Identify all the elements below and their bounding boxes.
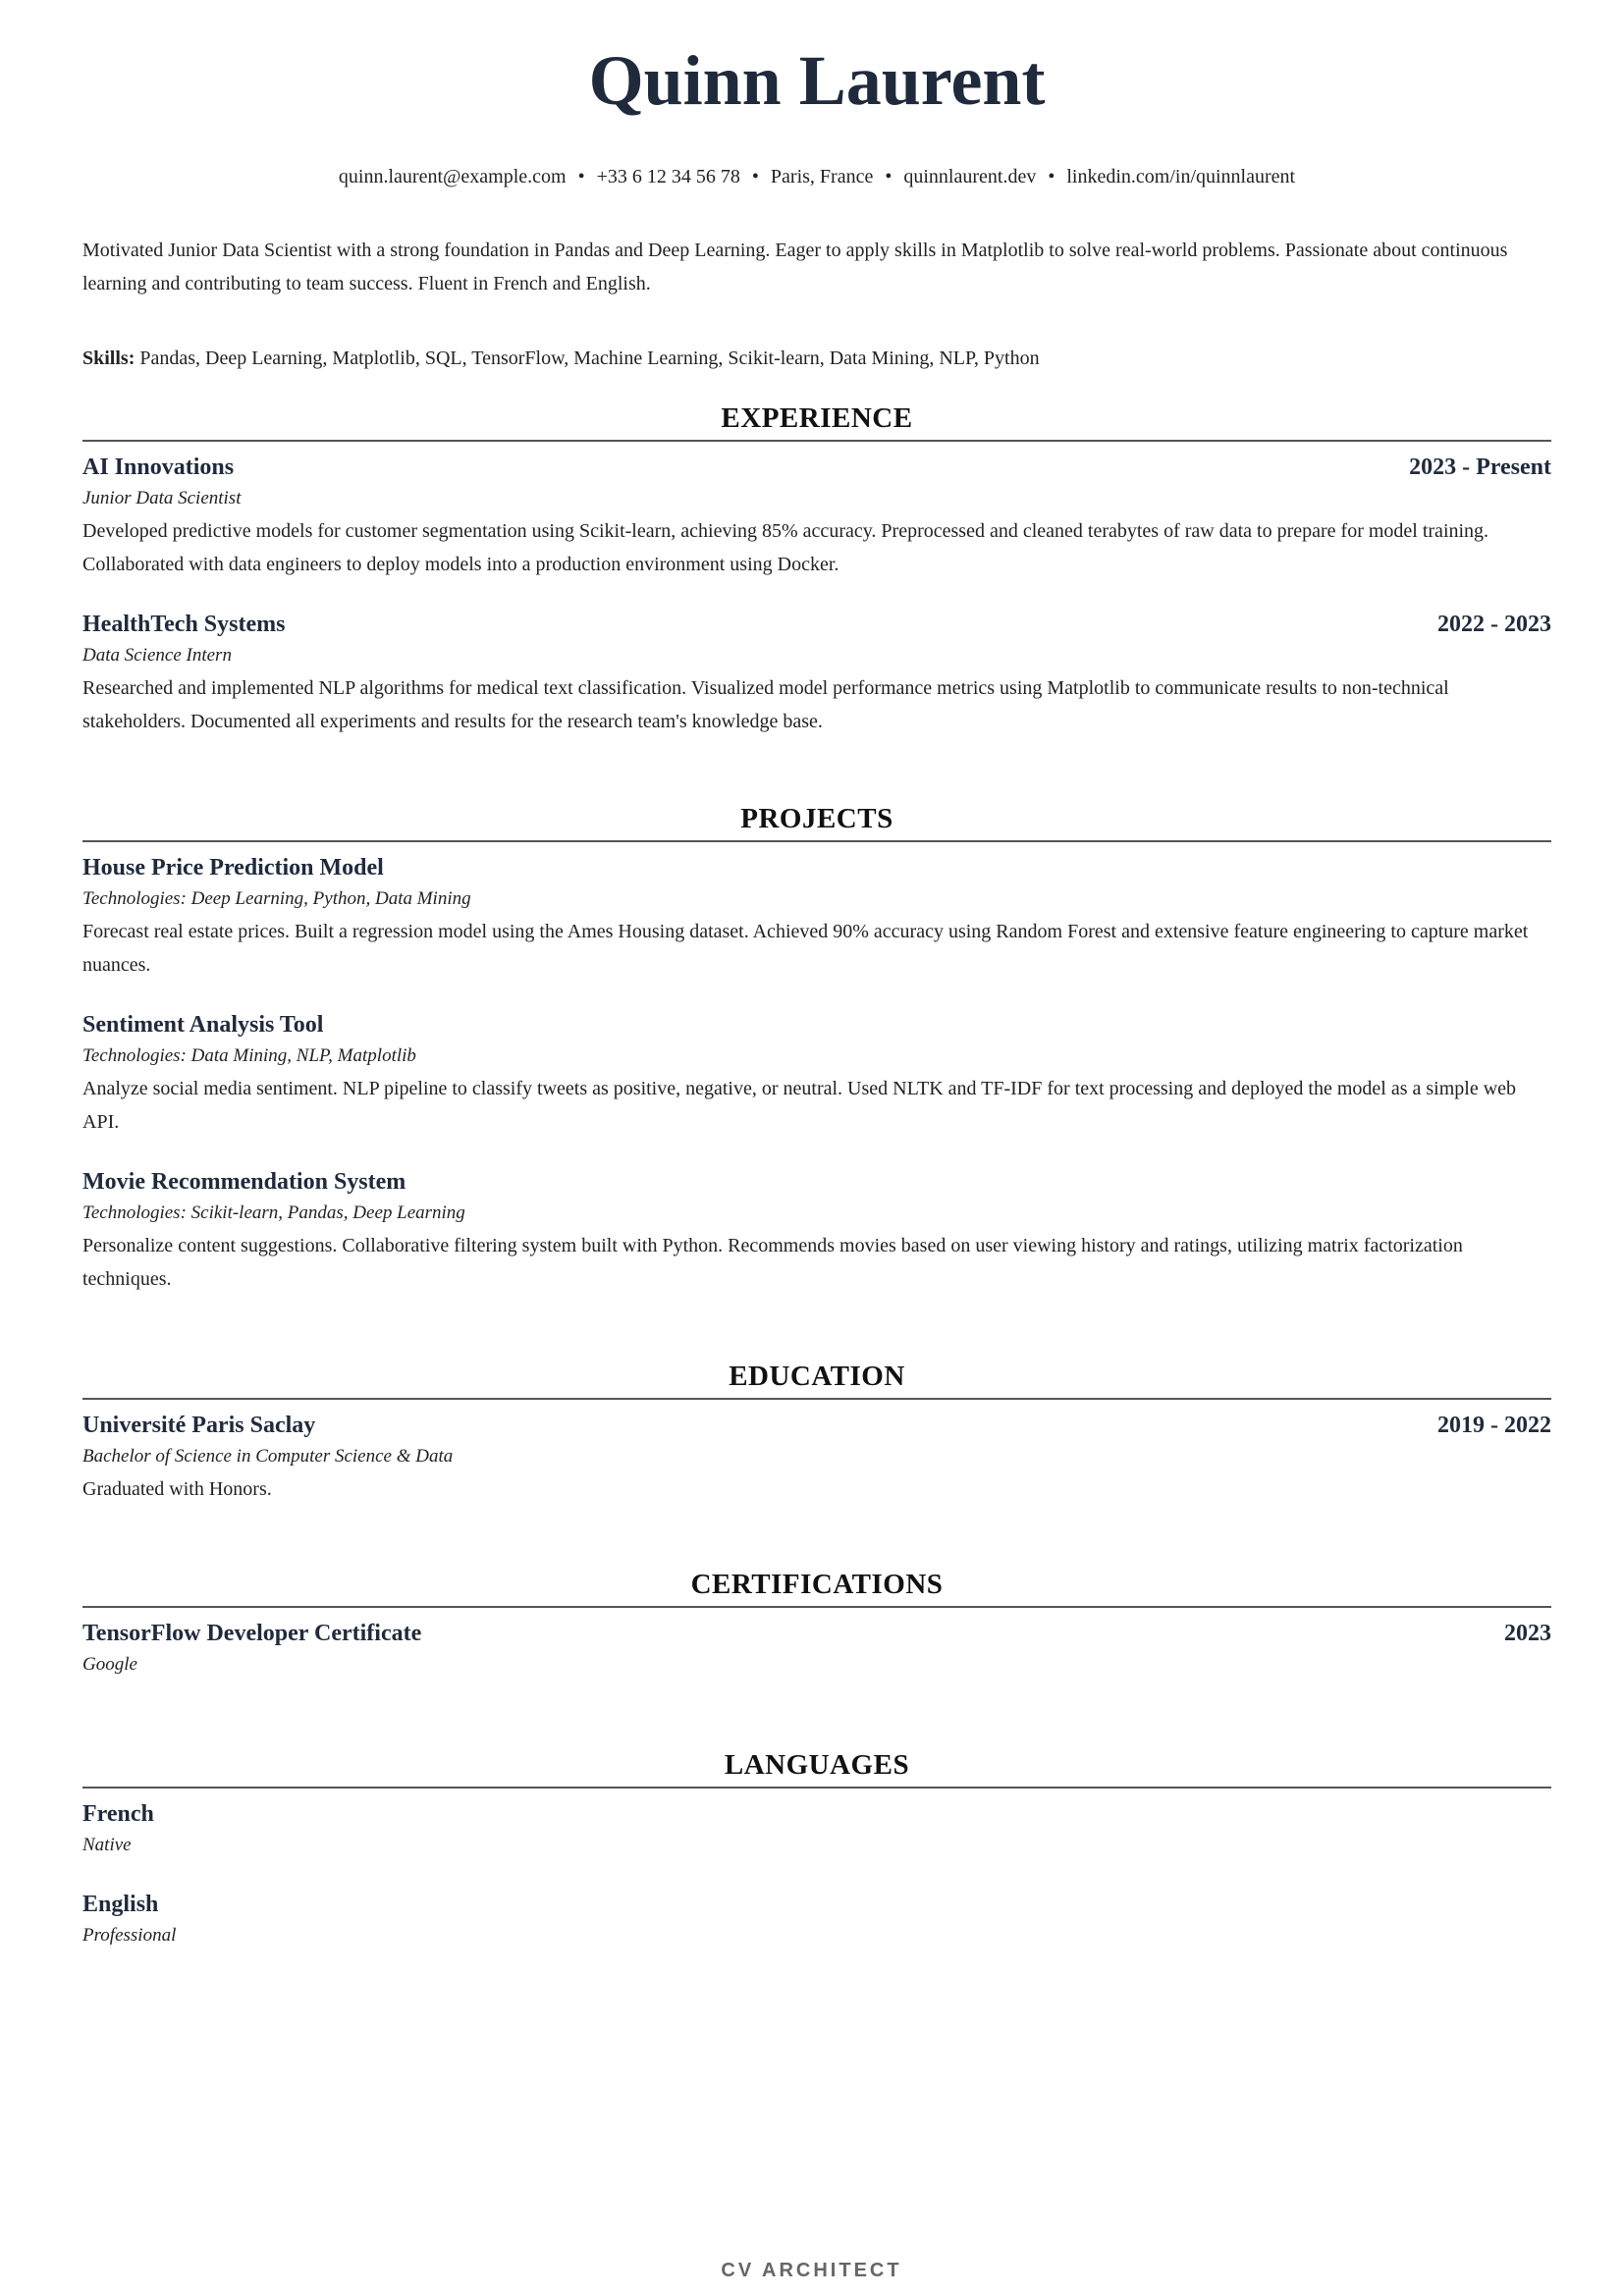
language-name: French [82, 1801, 154, 1827]
contact-phone: +33 6 12 34 56 78 [596, 166, 740, 187]
entry-header [82, 609, 1551, 640]
project-entry [82, 1009, 1551, 1139]
entry-header [82, 852, 1551, 883]
project-name: House Price Prediction Model [82, 855, 384, 881]
degree-name: Bachelor of Science in Computer Science & Data [82, 1446, 454, 1467]
candidate-name: Quinn Laurent [588, 41, 1046, 120]
job-description: Developed predictive models for customer segmentation using Scikit-learn, achieving 85% accuracy. Preprocessed and cleaned terabytes of raw data to prepare for model training. Collaborated with data engineers to deploy models into a production environment using Docker. [82, 520, 1489, 575]
project-name: Sentiment Analysis Tool [82, 1012, 324, 1038]
education-section [82, 1359, 1551, 1506]
skills-list: Pandas, Deep Learning, Matplotlib, SQL, TensorFlow, Machine Learning, Scikit-learn, Data Mining, NLP, Python [139, 347, 1040, 369]
project-technologies: Technologies: Deep Learning, Python, Data Mining [82, 888, 471, 909]
company-name: HealthTech Systems [82, 612, 286, 637]
language-entry [82, 1889, 1551, 1951]
entry-header [82, 1889, 1551, 1920]
project-description: Forecast real estate prices. Built a regression model using the Ames Housing dataset. Achieved 90% accuracy using Random Forest and extensive feature engineering to capture market nuances. [82, 921, 1529, 976]
language-level: Native [82, 1835, 132, 1855]
job-description: Researched and implemented NLP algorithms for medical text classification. Visualized model performance metrics using Matplotlib to communicate results to non-technical stakeholders. Documented all experiments and results for the research team's knowledge base. [82, 677, 1449, 732]
entry-header [82, 452, 1551, 483]
experience-entry [82, 452, 1551, 581]
certifications-section [82, 1567, 1551, 1681]
contact-website: quinnlaurent.dev [903, 166, 1037, 187]
contact-linkedin: linkedin.com/in/quinnlaurent [1066, 166, 1296, 187]
experience-section [82, 400, 1551, 738]
skills-label: Skills: [82, 347, 135, 369]
contact-line [82, 165, 1551, 188]
entry-header [82, 1798, 1551, 1830]
school-name: Université Paris Saclay [82, 1413, 316, 1438]
entry-dates: 2023 - Present [1409, 454, 1551, 480]
section-title-certifications: CERTIFICATIONS [82, 1567, 1551, 1608]
project-description: Personalize content suggestions. Collaborative filtering system built with Python. Recommends movies based on user viewing history and ratings, utilizing matrix factorization techniques. [82, 1235, 1463, 1290]
contact-location: Paris, France [770, 166, 874, 187]
job-role: Junior Data Scientist [82, 488, 242, 508]
project-entry [82, 1166, 1551, 1296]
contact-email: quinn.laurent@example.com [338, 166, 567, 187]
certification-issuer: Google [82, 1654, 137, 1675]
education-entry [82, 1410, 1551, 1506]
section-title-languages: LANGUAGES [82, 1747, 1551, 1789]
resume-page [82, 0, 1551, 1951]
footer-brand: CV ARCHITECT [721, 2260, 902, 2281]
section-title-experience: EXPERIENCE [82, 400, 1551, 442]
project-technologies: Technologies: Scikit-learn, Pandas, Deep Learning [82, 1202, 465, 1223]
language-entry [82, 1798, 1551, 1861]
project-description: Analyze social media sentiment. NLP pipeline to classify tweets as positive, negative, or neutral. Used NLTK and TF-IDF for text processing and deployed the model as a simple web API. [82, 1078, 1517, 1133]
entry-dates: 2022 - 2023 [1437, 612, 1551, 637]
entry-dates: 2019 - 2022 [1437, 1413, 1551, 1438]
project-technologies: Technologies: Data Mining, NLP, Matplotlib [82, 1045, 416, 1066]
contact-separator: • [577, 166, 585, 187]
entry-header [82, 1009, 1551, 1041]
entry-header [82, 1410, 1551, 1441]
section-title-projects: PROJECTS [82, 801, 1551, 842]
projects-section [82, 801, 1551, 1296]
certification-entry [82, 1618, 1551, 1681]
education-note: Graduated with Honors. [82, 1478, 272, 1500]
languages-section [82, 1747, 1551, 1951]
language-level: Professional [82, 1925, 177, 1946]
skills-line [82, 342, 1551, 375]
contact-separator: • [1048, 166, 1055, 187]
project-entry [82, 852, 1551, 982]
section-title-education: EDUCATION [82, 1359, 1551, 1400]
contact-separator: • [885, 166, 893, 187]
certification-name: TensorFlow Developer Certificate [82, 1621, 422, 1646]
entry-header [82, 1166, 1551, 1198]
certification-year: 2023 [1504, 1621, 1551, 1646]
experience-entry [82, 609, 1551, 738]
summary-text: Motivated Junior Data Scientist with a strong foundation in Pandas and Deep Learning. Eager to apply skills in Matplotlib to solve real-world problems. Passionate about continuous learning and contributing to team success. Fluent in French and English. [82, 240, 1508, 294]
entry-header [82, 1618, 1551, 1649]
project-name: Movie Recommendation System [82, 1169, 406, 1195]
company-name: AI Innovations [82, 454, 235, 480]
job-role: Data Science Intern [82, 645, 232, 666]
language-name: English [82, 1892, 159, 1917]
contact-separator: • [751, 166, 759, 187]
